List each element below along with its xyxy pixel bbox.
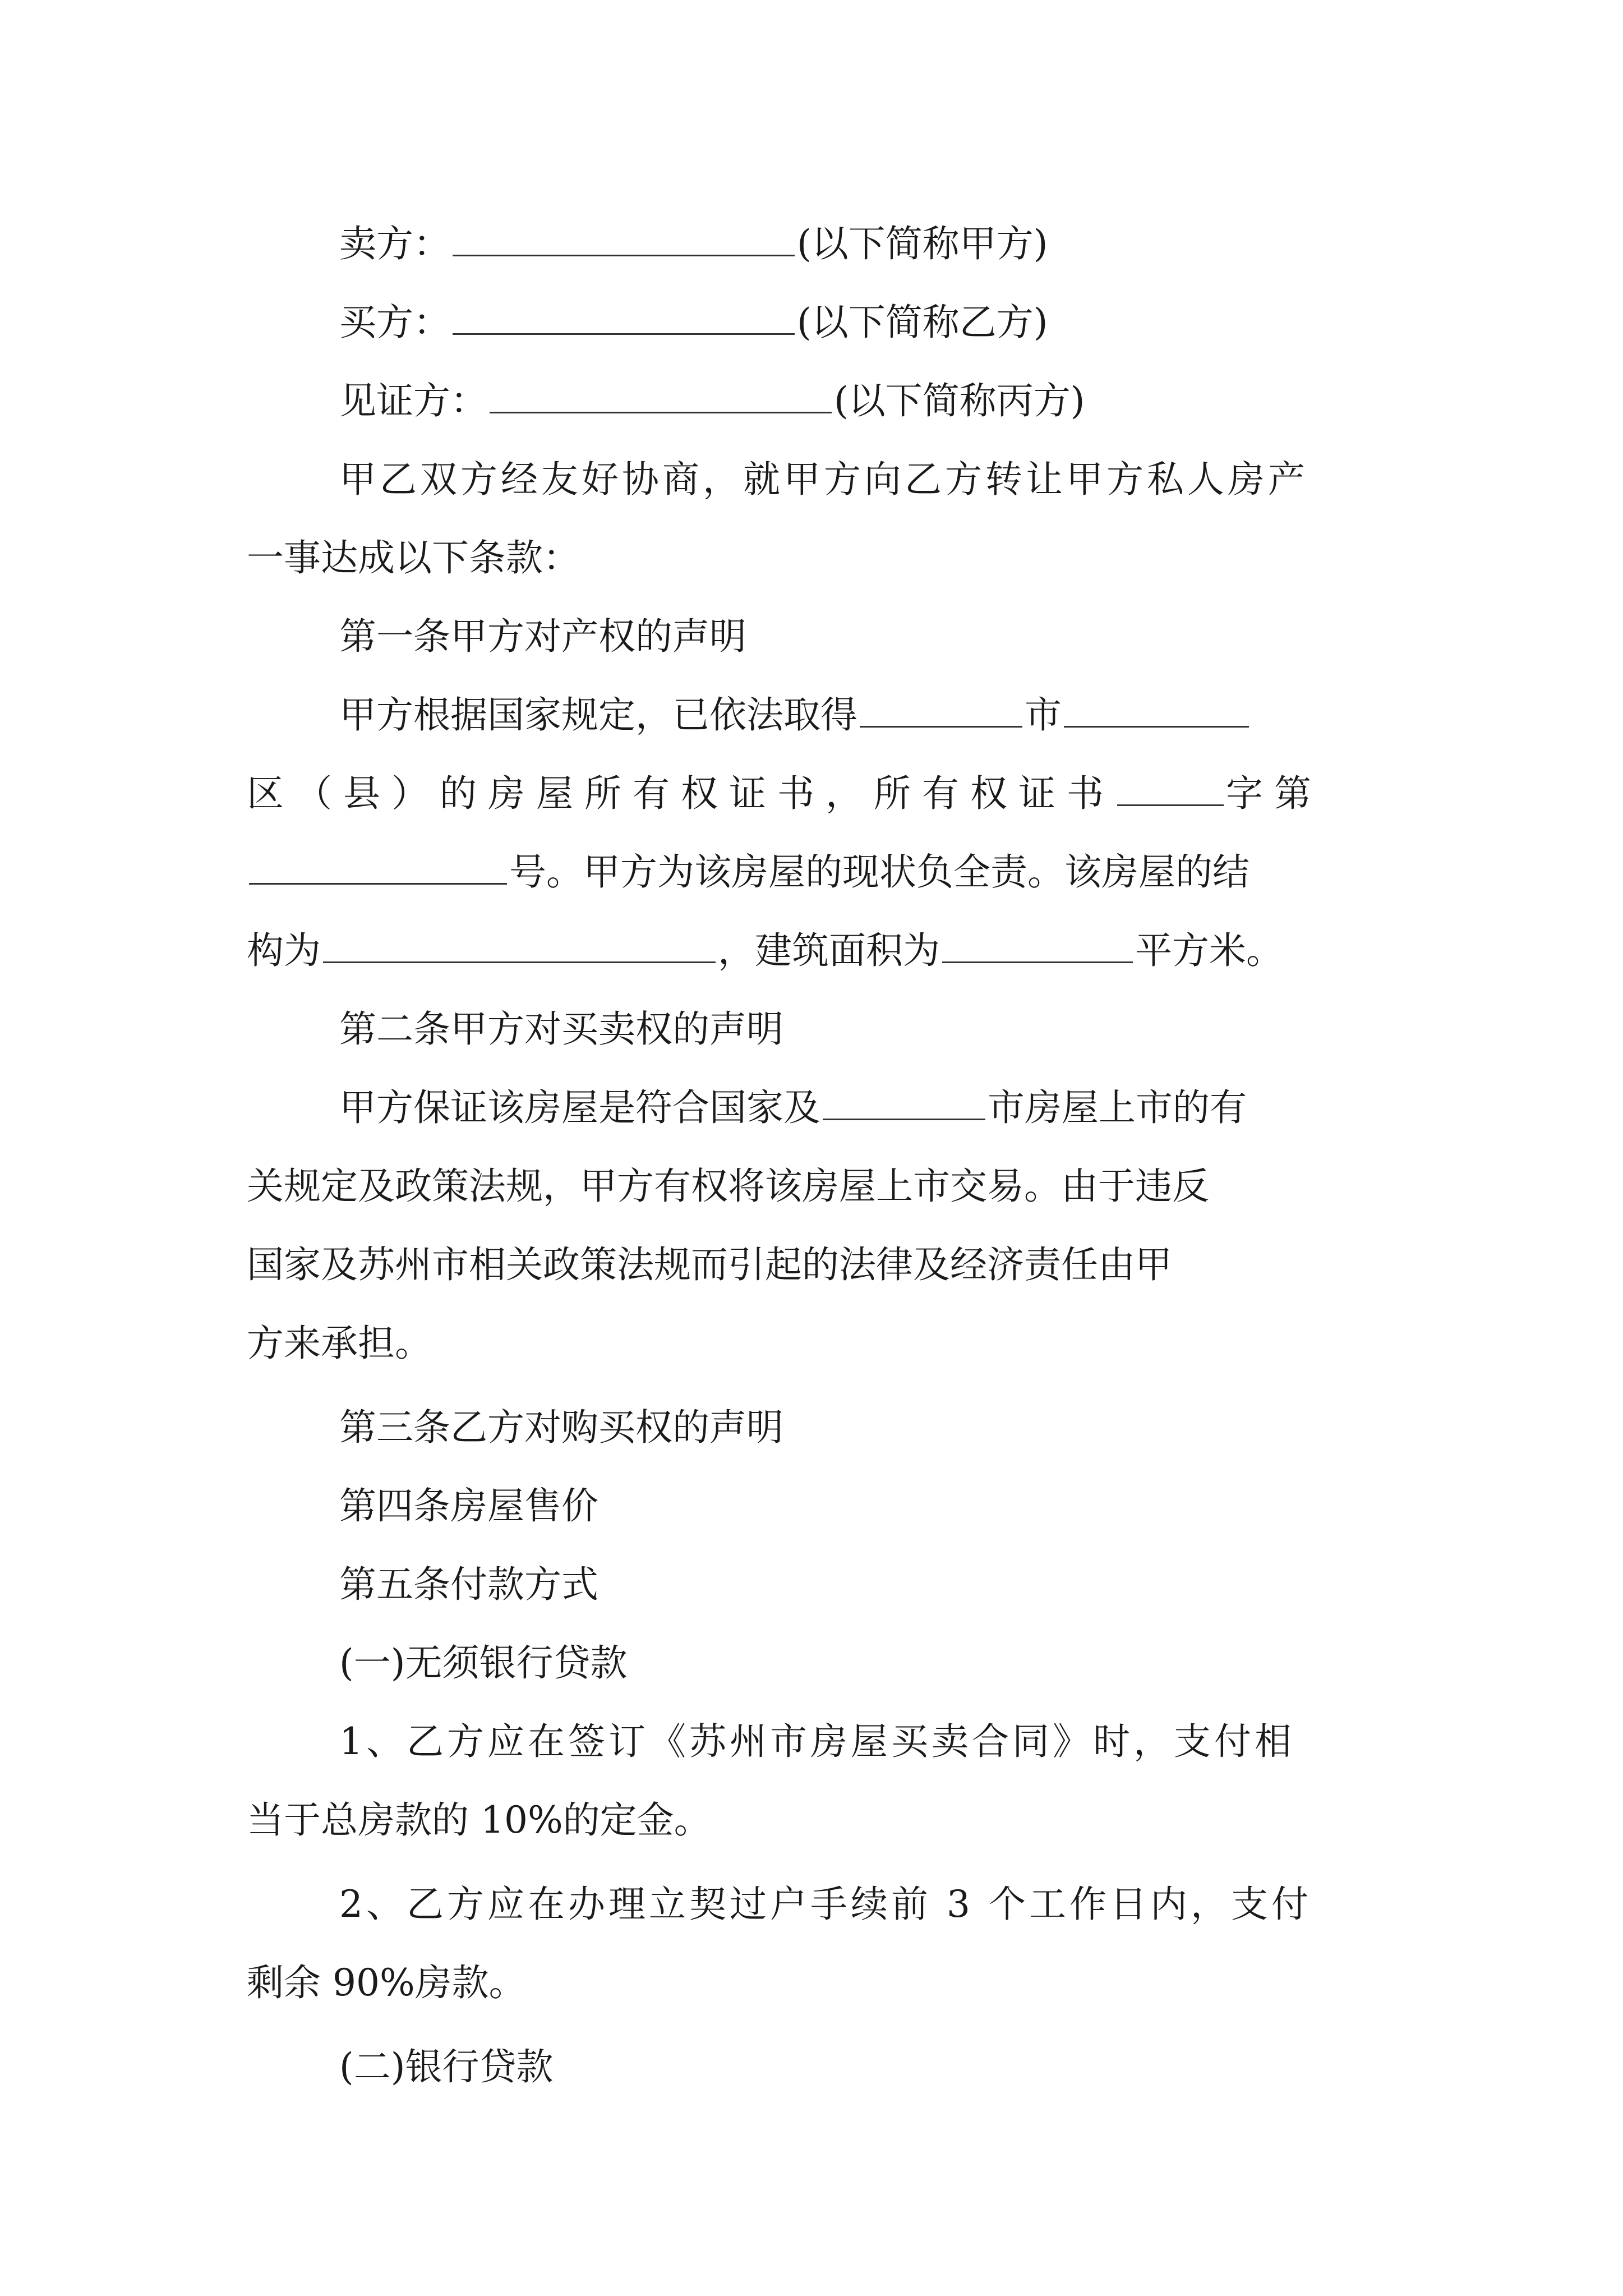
article3-title: 第三条乙方对购买权的声明 [339, 1406, 783, 1449]
article1-line-1 [339, 676, 1251, 754]
article1-line-4 [247, 912, 1283, 990]
article2-text-1b: 市房屋上市的有 [988, 1086, 1247, 1129]
article5-item1-line-2: 当于总房款的 10%的定金。 [247, 1798, 711, 1842]
article1-text-1a: 甲方根据国家规定，已依法取得 [339, 693, 857, 737]
article1-text-4a: 构为 [247, 929, 321, 972]
article1-text-4c: 平方米。 [1135, 929, 1283, 972]
article5-item2-line-2: 剩余 90%房款。 [247, 1961, 526, 2004]
witness-label: 见证方： [339, 379, 487, 422]
cert-prefix-blank[interactable] [1117, 771, 1224, 806]
article2-line-2: 关规定及政策法规，甲方有权将该房屋上市交易。由于违反 [247, 1165, 1209, 1208]
article1-text-3: 号。甲方为该房屋的现状负全责。该房屋的结 [509, 850, 1249, 894]
article1-line-2 [247, 754, 1322, 833]
intro-line-1: 甲乙双方经友好协商，就甲方向乙方转让甲方私人房产 [339, 458, 1308, 501]
seller-label: 卖方： [339, 222, 450, 265]
article2-line-4: 方来承担。 [247, 1322, 432, 1365]
article5-item1-line-1: 1、乙方应在签订《苏州市房屋买卖合同》时，支付相 [339, 1720, 1295, 1763]
article1-title: 第一条甲方对产权的声明 [339, 615, 746, 658]
buyer-suffix: (以下简称乙方) [797, 301, 1048, 344]
buyer-blank[interactable] [453, 300, 795, 335]
article1-text-2b: 字第 [1226, 772, 1322, 815]
area-blank[interactable] [942, 928, 1133, 963]
intro-line-2: 一事达成以下条款： [247, 536, 580, 579]
city-blank[interactable] [860, 692, 1022, 728]
article2-line-3: 国家及苏州市相关政策法规而引起的法律及经济责任由甲 [247, 1243, 1172, 1286]
cert-number-blank[interactable] [249, 849, 507, 885]
article1-text-2a: 区（县）的房屋所有权证书，所有权证书 [247, 772, 1115, 815]
witness-blank[interactable] [490, 378, 832, 413]
buyer-line [339, 283, 1048, 362]
article2-line-1 [339, 1069, 1247, 1147]
seller-blank[interactable] [453, 221, 795, 256]
structure-blank[interactable] [323, 928, 716, 963]
article1-text-1b: 市 [1025, 693, 1062, 737]
district-blank[interactable] [1064, 692, 1249, 728]
article5-sub2: (二)银行贷款 [339, 2045, 554, 2088]
article5-sub1: (一)无须银行贷款 [339, 1641, 628, 1685]
article1-line-3 [247, 833, 1249, 912]
seller-suffix: (以下简称甲方) [797, 222, 1048, 265]
article2-title: 第二条甲方对买卖权的声明 [339, 1007, 783, 1051]
witness-suffix: (以下简称丙方) [834, 379, 1085, 422]
article5-item2-line-1: 2、乙方应在办理立契过户手续前 3 个工作日内，支付 [339, 1883, 1312, 1926]
market-city-blank[interactable] [823, 1085, 985, 1120]
buyer-label: 买方： [339, 301, 450, 344]
article1-text-4b: ，建筑面积为 [718, 929, 940, 972]
article5-title: 第五条付款方式 [339, 1563, 598, 1606]
article4-title: 第四条房屋售价 [339, 1484, 598, 1527]
witness-line [339, 362, 1085, 440]
article2-text-1a: 甲方保证该房屋是符合国家及 [339, 1086, 820, 1129]
seller-line [339, 205, 1048, 283]
